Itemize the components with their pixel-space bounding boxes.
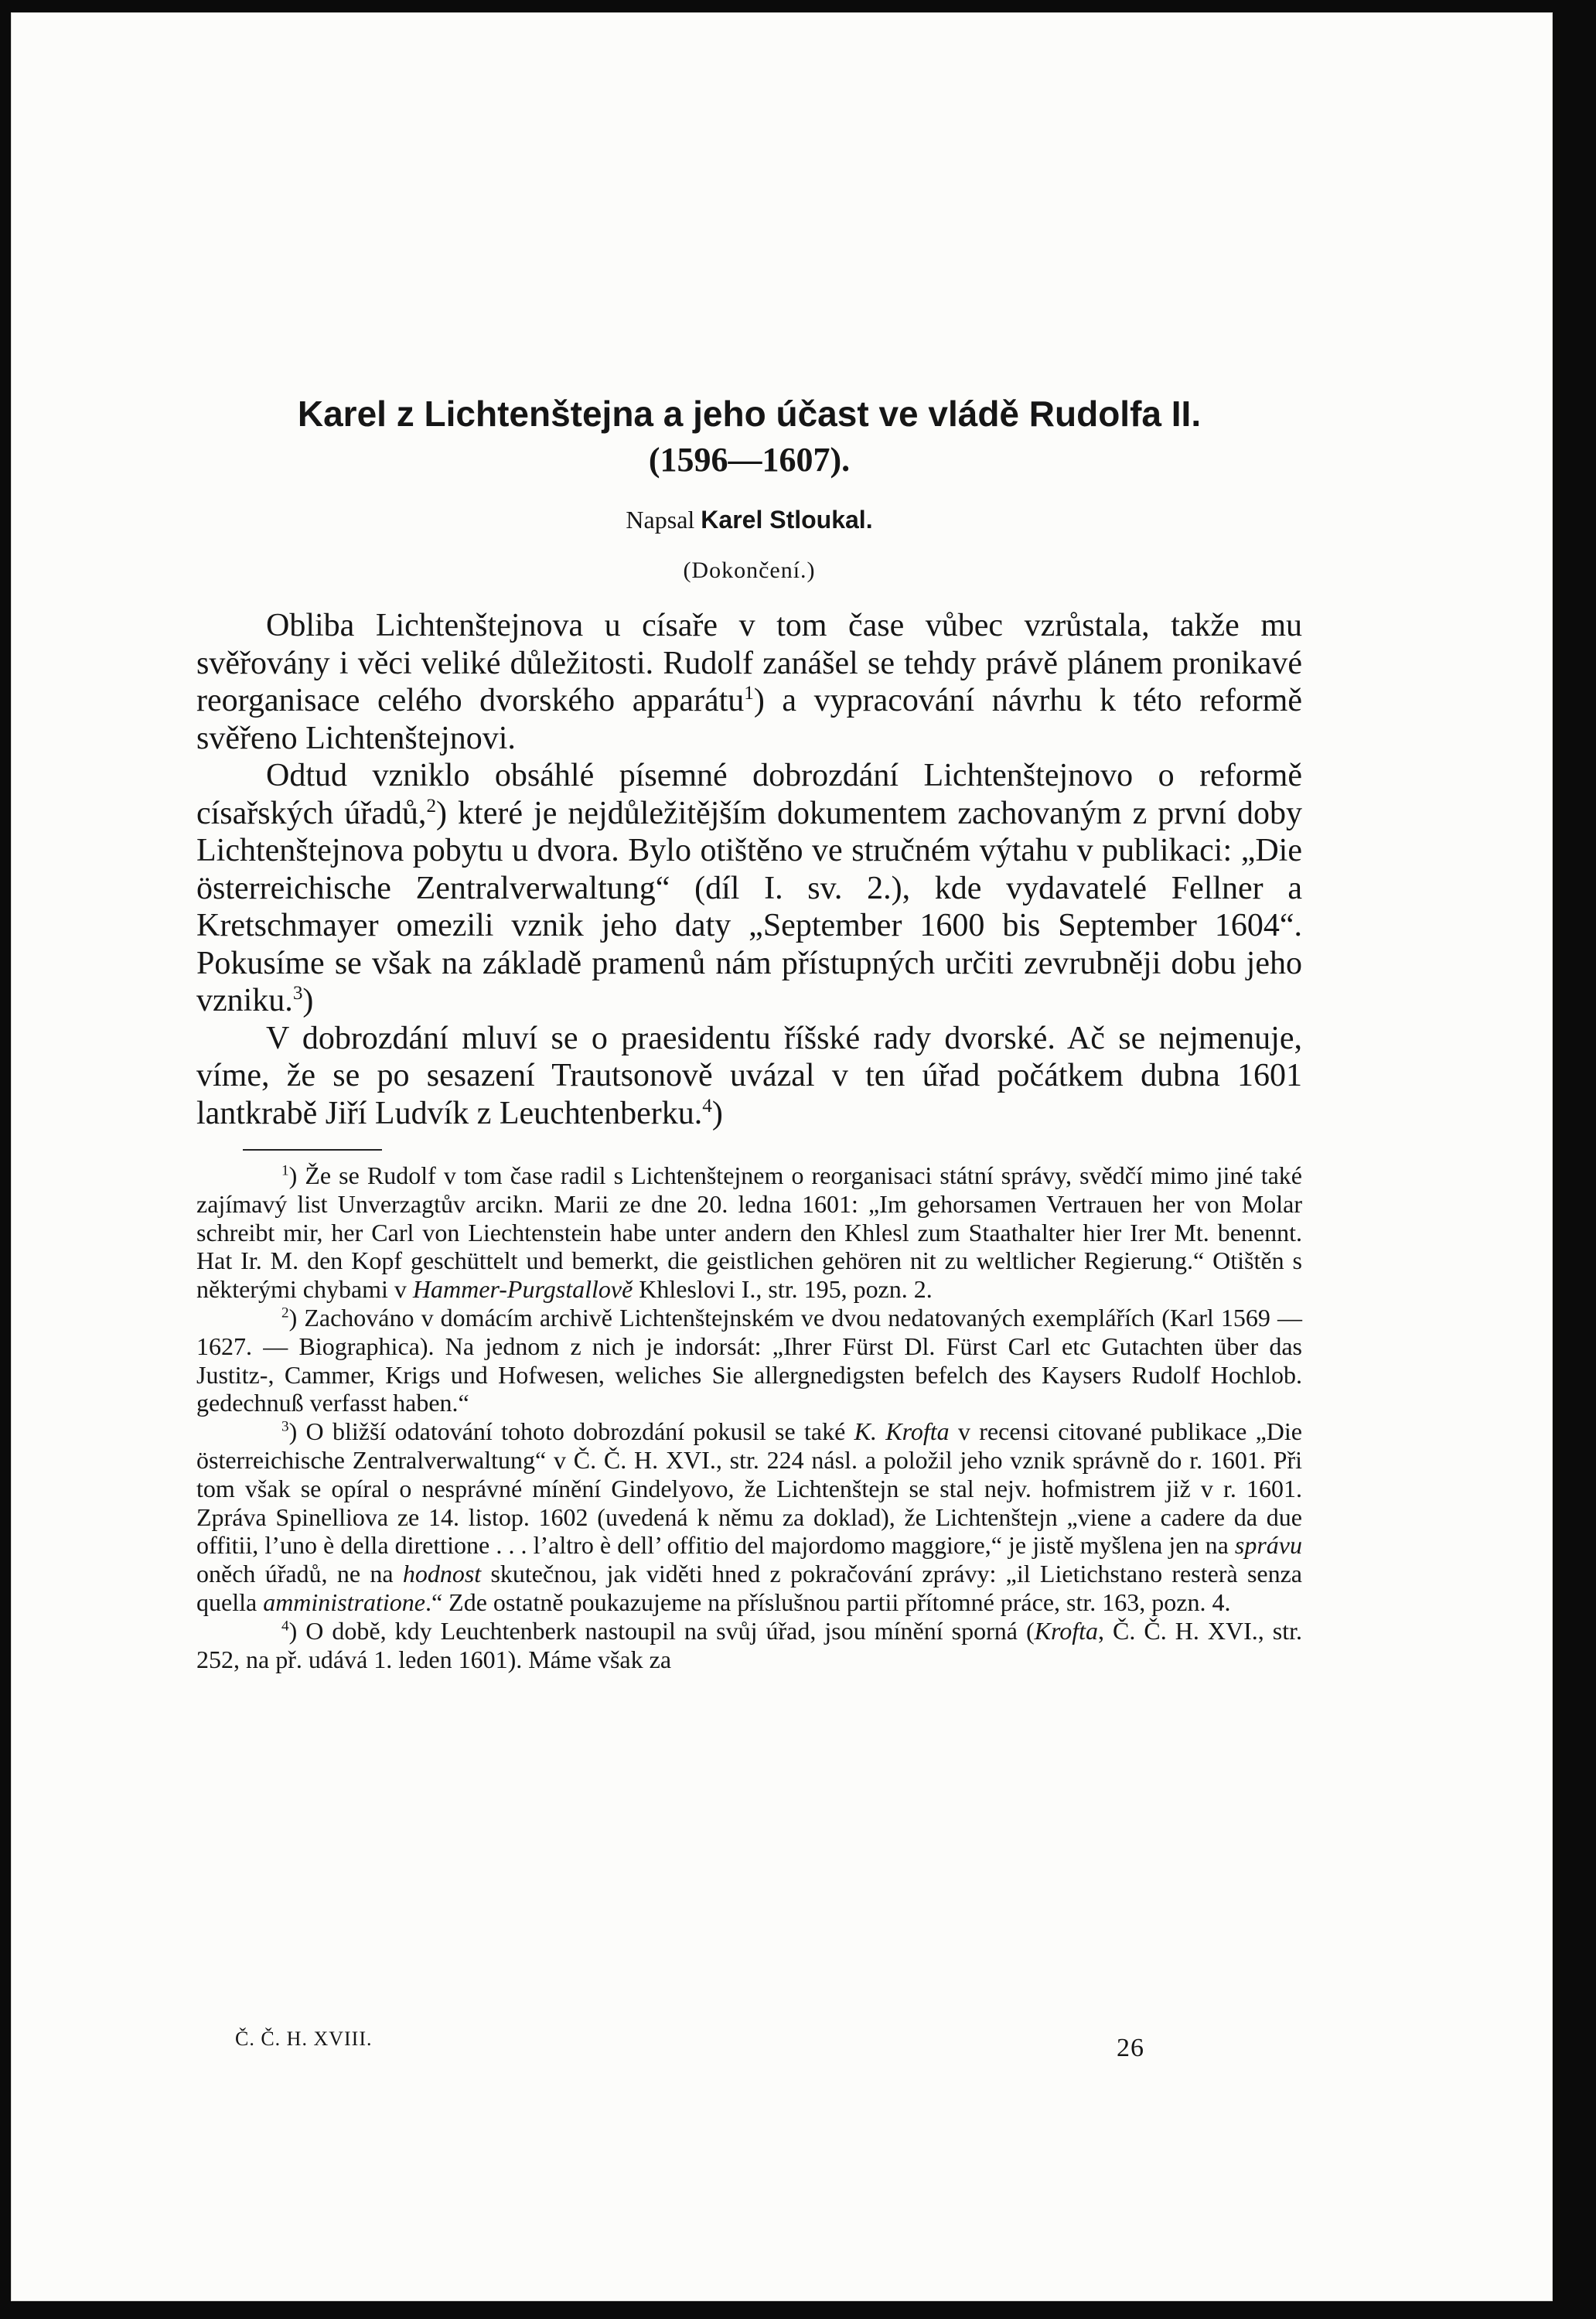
text-run: ): [711, 1095, 723, 1131]
text-run: Khleslovi I., str. 195, pozn. 2.: [633, 1275, 933, 1304]
footnote: [196, 1304, 1302, 1417]
footnote: [196, 1417, 1302, 1617]
paragraph: [196, 757, 1302, 1020]
italic-text: Krofta: [1034, 1616, 1099, 1645]
byline-prefix: Napsal: [626, 506, 701, 534]
text-run: v recensi citované publikace „Die österreichische Zentralverwaltung“ v Č. Č. H. XVI., str. 224 násl. a položil jeho vznik správně do r. 1601. Při tom však se opíral o nesprávné mínění Gindelyovo, že Lichtenštejn se stal nejv. hofmistrem již v r. 1601. Zpráva Spinelliova ze 14. listop. 1602 (uvedená k němu za doklad), že Lichtenštejn „viene a cadere da due offitii, l’uno è della direttione . . . l’altro è dell’ offitio del majordomo maggiore,“ je jistě myšlena jen na: [196, 1417, 1303, 1560]
text-run: ) Zachováno v domácím archivě Lichtenštejnském ve dvou nedatovaných exemplářích (Karl 1569 — 1627. — Biographica). Na jednom z nich je indorsát: „Ihrer Fürst Dl. Fürst Carl etc Gutachten über das Justitz-, Cammer, Krigs und Hofwesen, weliches Sie allergnedigsten befelch des Kaysers Rudolf Hochlob. gedechnuß verfasst haben.“: [196, 1303, 1302, 1417]
text-run: Odtud vzniklo obsáhlé písemné dobrozdání Lichtenštejnovo o reformě císařských úřadů,: [196, 758, 1302, 831]
text-run: ): [302, 983, 314, 1018]
page-number: 26: [1117, 2034, 1144, 2062]
footnote-mark: 4: [702, 1095, 712, 1117]
text-run: oněch úřadů, ne na: [196, 1560, 403, 1588]
page-footer: [196, 2027, 1302, 2062]
footnote-mark: 4: [281, 1618, 289, 1635]
article-content: [196, 391, 1302, 1673]
text-run: skutečnou, jak viděti hned z pokračování zprávy: „il Lietichstano resterà senza quella: [196, 1560, 1303, 1616]
paragraph: [196, 607, 1302, 757]
footnote-mark: 1: [281, 1162, 289, 1179]
paragraph: [196, 1020, 1302, 1133]
italic-text: Hammer-Purgstallově: [412, 1275, 633, 1304]
footnote-separator: [243, 1149, 382, 1151]
text-run: ) O době, kdy Leuchtenberk nastoupil na svůj úřad, jsou mínění sporná (: [288, 1616, 1035, 1645]
italic-text: amministratione: [263, 1587, 425, 1616]
footnote-mark: 1: [744, 683, 754, 704]
footnote-mark: 2: [281, 1304, 289, 1321]
continuation-note: (Dokončení.): [683, 558, 816, 583]
footnote: [196, 1161, 1302, 1304]
text-run: , Č. Č. H. XVI., str. 252, na př. udává 1. leden 1601). Máme však za: [196, 1616, 1303, 1673]
footnote-mark: 2: [426, 795, 437, 817]
text-run: ) které je nejdůležitějším dokumentem zachovaným z první doby Lichtenštejnova pobytu u dvora. Bylo otištěno ve stručném výtahu v publikaci: „Die österreichische Zentralverwaltung“ (díl I. sv. 2.), kde vydavatelé Fellner a Kretschmayer omezili vznik jeho daty „September 1600 bis September 1604“. Pokusíme se však na základě pramenů nám přístupných určiti zevrubněji dobu jeho vzniku.: [196, 795, 1302, 1018]
footnote-mark: 3: [281, 1418, 289, 1435]
text-run: ) O bližší odatování tohoto dobrozdání pokusil se také: [288, 1417, 854, 1446]
italic-text: hodnost: [402, 1560, 482, 1588]
text-run: .“ Zde ostatně poukazujeme na příslušnou partii přítomné práce, str. 163, pozn. 4.: [425, 1587, 1231, 1616]
article-years: (1596—1607).: [648, 441, 851, 479]
italic-text: K. Krofta: [854, 1417, 950, 1446]
text-run: Obliba Lichtenštejnova u císaře v tom čase vůbec vzrůstala, takže mu svěřovány i věci veliké důležitosti. Rudolf zanášel se tehdy právě plánem pronikavé reorganisace celého dvorského apparátu: [196, 608, 1302, 718]
byline: [196, 506, 1302, 534]
footnote: [196, 1617, 1302, 1674]
article-title: [196, 391, 1302, 483]
italic-text: správu: [1234, 1531, 1302, 1560]
scanned-page: [11, 12, 1553, 2301]
body-text: [196, 607, 1302, 1132]
text-run: ) Že se Rudolf v tom čase radil s Lichtenštejnem o reorganisaci státní správy, svědčí mimo jiné také zajímavý list Unverzagtův arcikn. Marii ze dne 20. ledna 1601: „Im gehorsamen Vertrauen her von Molar schreibt mir, her Carl von Liechtenstein habe unter andern den Khlesl zum Staathalter hier Irer Mt. benennt. Hat Ir. M. den Kopf geschüttelt und bemerkt, die geistlichen gehören nit zu weltlicher Regierung.“ Otištěn s některými chybami v: [196, 1161, 1302, 1304]
article-title-text: Karel z Lichtenštejna a jeho účast ve vládě Rudolfa II.: [297, 394, 1202, 434]
signature-mark: Č. Č. H. XVIII.: [235, 2027, 373, 2050]
footnotes: [196, 1161, 1302, 1673]
author-name: Karel Stloukal.: [701, 506, 873, 534]
text-run: ) a vypracování návrhu k této reformě svěřeno Lichtenštejnovi.: [196, 683, 1302, 756]
text-run: V dobrozdání mluví se o praesidentu říšské rady dvorské. Ač se nejmenuje, víme, že se po sesazení Trautsonově uvázal v ten úřad počátkem dubna 1601 lantkrabě Jiří Ludvík z Leuchtenberku.: [196, 1020, 1302, 1131]
footnote-mark: 3: [292, 983, 303, 1004]
